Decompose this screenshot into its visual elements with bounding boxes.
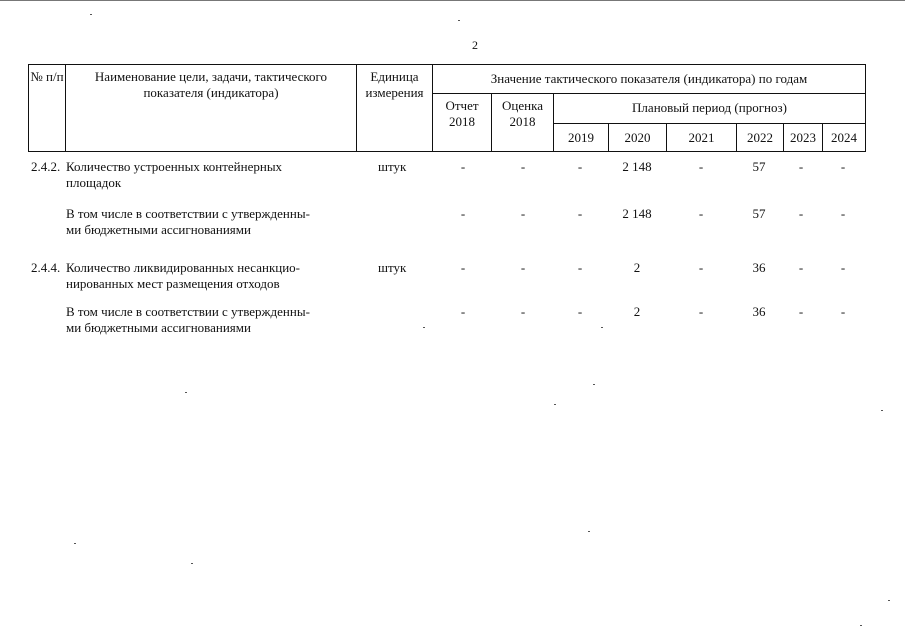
row-unit: штук (378, 260, 407, 275)
value-2023: - (798, 159, 804, 174)
header-year-2020: 2020 (608, 123, 667, 152)
value-2020: 2 (633, 260, 641, 275)
header-year-2022: 2022 (736, 123, 784, 152)
value-2020: 2 (633, 304, 641, 319)
page-number: 2 (472, 38, 478, 52)
value-2023: - (798, 304, 804, 319)
value-2019: - (577, 159, 583, 174)
scan-speck (185, 392, 187, 393)
value-2020: 2 148 (622, 206, 652, 221)
value-estimate: - (520, 304, 526, 319)
header-plan-group: Плановый период (прогноз) (553, 93, 866, 124)
value-2021: - (698, 159, 704, 174)
value-2022: 57 (752, 206, 766, 221)
page-top-edge (0, 0, 905, 1)
scan-speck (601, 327, 603, 328)
value-report: - (460, 159, 466, 174)
value-2024: - (840, 159, 846, 174)
value-2023: - (798, 260, 804, 275)
row-name-line: Количество ликвидированных несанкцио- (66, 260, 301, 275)
row-name-line: В том числе в соответствии с утвержденны- (66, 304, 310, 319)
value-2024: - (840, 206, 846, 221)
row-unit: штук (378, 159, 407, 174)
value-2019: - (577, 304, 583, 319)
value-estimate: - (520, 159, 526, 174)
row-name-line: площадок (66, 175, 122, 190)
value-2024: - (840, 260, 846, 275)
scan-speck (881, 410, 883, 411)
value-2022: 36 (752, 304, 766, 319)
header-year-2023: 2023 (783, 123, 823, 152)
value-estimate: - (520, 206, 526, 221)
value-2023: - (798, 206, 804, 221)
header-name: Наименование цели, задачи, тактического показателя (индикатора) (65, 64, 357, 152)
header-values-group: Значение тактического показателя (индикатора) по годам (432, 64, 866, 94)
value-2024: - (840, 304, 846, 319)
scan-speck (191, 563, 193, 564)
row-name-line: В том числе в соответствии с утвержденны- (66, 206, 310, 221)
scan-speck (588, 531, 590, 532)
header-unit: Единица измерения (356, 64, 433, 152)
value-report: - (460, 304, 466, 319)
scan-speck (423, 327, 425, 328)
scan-speck (554, 404, 556, 405)
header-year-2024: 2024 (822, 123, 866, 152)
value-estimate: - (520, 260, 526, 275)
row-name-line: ми бюджетными ассигнованиями (66, 320, 251, 335)
header-estimate: Оценка 2018 (491, 93, 554, 152)
scan-speck (888, 600, 890, 601)
row-number: 2.4.4. (31, 260, 61, 275)
header-year-2021: 2021 (666, 123, 737, 152)
value-2020: 2 148 (622, 159, 652, 174)
value-2022: 36 (752, 260, 766, 275)
row-name-line: нированных мест размещения отходов (66, 276, 280, 291)
row-name-line: Количество устроенных контейнерных (66, 159, 283, 174)
row-number: 2.4.2. (31, 159, 61, 174)
value-2021: - (698, 206, 704, 221)
scan-speck (74, 543, 76, 544)
header-year-2019: 2019 (553, 123, 609, 152)
value-2019: - (577, 260, 583, 275)
value-2021: - (698, 260, 704, 275)
scan-speck (860, 625, 862, 626)
scan-speck (90, 14, 92, 15)
value-2022: 57 (752, 159, 766, 174)
scan-speck (593, 384, 595, 385)
row-name-line: ми бюджетными ассигнованиями (66, 222, 251, 237)
value-report: - (460, 206, 466, 221)
value-report: - (460, 260, 466, 275)
header-report: Отчет 2018 (432, 93, 492, 152)
table-header (28, 64, 866, 152)
value-2021: - (698, 304, 704, 319)
header-num: № п/п (28, 64, 66, 152)
scan-speck (458, 20, 460, 21)
value-2019: - (577, 206, 583, 221)
